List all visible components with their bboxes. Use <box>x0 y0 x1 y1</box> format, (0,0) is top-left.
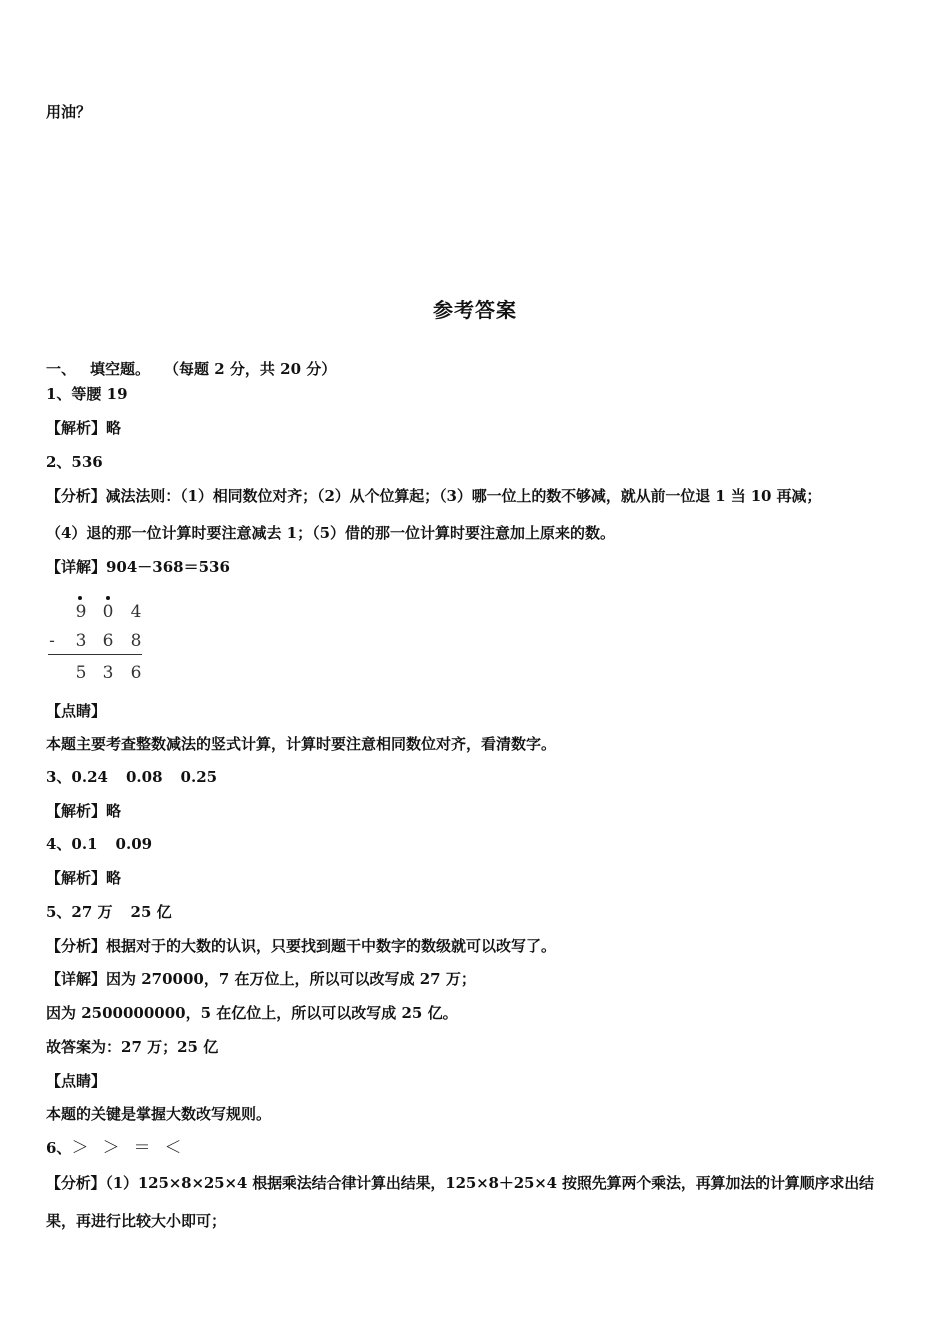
q4-answer <box>46 834 152 854</box>
digit: 8 <box>130 631 142 651</box>
q3-jiexi: 【解析】略 <box>46 802 122 820</box>
q2-dianjing: 【点睛】 <box>46 702 107 720</box>
q4-answer-a: 4、0.1 <box>46 835 98 853</box>
digit: 3 <box>102 663 114 683</box>
q5-line2: 因为 2500000000，5 在亿位上，所以可以改写成 25 亿。 <box>46 1004 458 1022</box>
q5-answer <box>46 902 172 922</box>
borrow-dot <box>78 596 82 600</box>
q2-fenxi-line1: 【分析】减法法则：（1）相同数位对齐；（2）从个位算起；（3）哪一位上的数不够减，就从前一位退 1 当 10 再减； <box>46 487 822 505</box>
page-title: 参考答案 <box>433 298 517 322</box>
q2-fenxi-line2: （4）退的那一位计算时要注意减去 1；（5）借的那一位计算时要注意加上原来的数。 <box>46 524 616 542</box>
q1-answer: 1、等腰 19 <box>46 385 128 403</box>
digit: 6 <box>102 631 114 651</box>
vertical-subtraction <box>46 586 146 696</box>
q2-answer: 2、536 <box>46 453 103 471</box>
q5-xiangjie: 【详解】因为 270000，7 在万位上，所以可以改写成 27 万； <box>46 970 476 988</box>
q4-jiexi: 【解析】略 <box>46 869 122 887</box>
q4-answer-b: 0.09 <box>115 835 153 853</box>
q5-dianjing: 【点睛】 <box>46 1072 107 1090</box>
digit: 4 <box>130 602 142 622</box>
digit: 0 <box>102 602 114 622</box>
q2-dianjing-text: 本题主要考查整数减法的竖式计算，计算时要注意相同数位对齐，看清数字。 <box>46 735 557 753</box>
digit: 3 <box>75 631 87 651</box>
q6-answer-prefix: 6、 <box>46 1139 72 1157</box>
q2-xiangjie: 【详解】904－368＝536 <box>46 558 230 576</box>
section-number: 一、 <box>46 360 77 378</box>
section-name: 填空题。 <box>90 360 151 378</box>
sum-line <box>48 654 142 655</box>
q6-answer <box>46 1138 181 1158</box>
section-heading <box>46 359 336 379</box>
q3-answer-b: 0.08 <box>125 768 163 786</box>
q5-dianjing-text: 本题的关键是掌握大数改写规则。 <box>46 1105 272 1123</box>
compare-symbol: ＜ <box>164 1138 182 1158</box>
q5-answer-a: 5、27 万 <box>46 903 113 921</box>
digit: 9 <box>75 602 87 622</box>
q3-answer <box>46 767 217 787</box>
digit: 6 <box>130 663 142 683</box>
q5-answer-b: 25 亿 <box>130 903 172 921</box>
compare-symbol: ＝ <box>133 1138 151 1158</box>
borrow-dot <box>106 596 110 600</box>
q3-answer-c: 0.25 <box>180 768 218 786</box>
q3-answer-a: 3、0.24 <box>46 768 108 786</box>
q6-fenxi-line1: 【分析】（1）125×8×25×4 根据乘法结合律计算出结果，125×8＋25×4 按照先算两个乘法，再算加法的计算顺序求出结 <box>46 1174 874 1192</box>
minus-sign: - <box>49 631 55 651</box>
question-fragment: 用油？ <box>46 103 92 121</box>
digit: 5 <box>75 663 87 683</box>
q5-fenxi: 【分析】根据对于的大数的认识，只要找到题干中数字的数级就可以改写了。 <box>46 937 557 955</box>
q1-jiexi: 【解析】略 <box>46 419 122 437</box>
q5-line3: 故答案为：27 万；25 亿 <box>46 1038 219 1056</box>
compare-symbol: ＞ <box>71 1138 89 1158</box>
section-score-note: （每题 2 分，共 20 分） <box>164 360 337 378</box>
q6-fenxi-line2: 果，再进行比较大小即可； <box>46 1212 227 1230</box>
compare-symbol: ＞ <box>102 1138 120 1158</box>
